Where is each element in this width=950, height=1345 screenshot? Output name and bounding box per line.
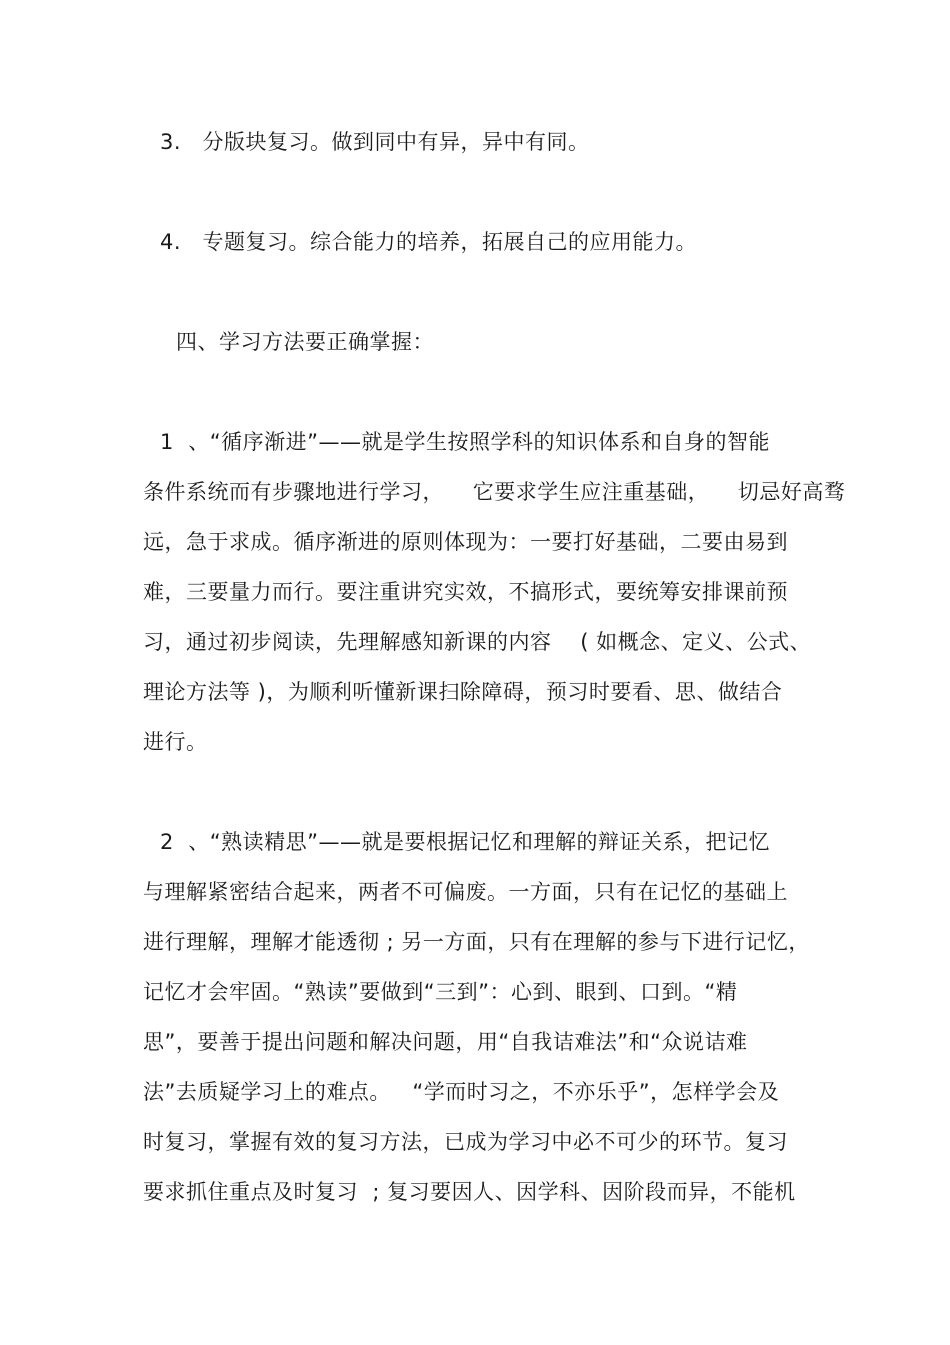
paragraph-line: 要求抓住重点及时复习 ; 复习要因人、因学科、因阶段而异，不能机: [143, 1180, 796, 1204]
section-heading: 四、学习方法要正确掌握：: [176, 330, 434, 354]
paragraph-line: 2 、“熟读精思”——就是要根据记忆和理解的辩证关系，把记忆: [160, 830, 770, 854]
paragraph-line: 难，三要量力而行。要注重讲究实效，不搞形式，要统筹安排课前预: [143, 580, 788, 604]
paragraph-line: 时复习，掌握有效的复习方法，已成为学习中必不可少的环节。复习: [143, 1130, 788, 1154]
paragraph-line: 思”，要善于提出问题和解决问题，用“自我诘难法”和“众说诘难: [143, 1030, 748, 1054]
paragraph-line: 习，通过初步阅读，先理解感知新课的内容 ( 如概念、定义、公式、: [143, 630, 812, 654]
paragraph-line: 条件系统而有步骤地进行学习， 它要求学生应注重基础， 切忌好高骛: [143, 480, 846, 504]
list-item-3: 3. 分版块复习。做到同中有异，异中有同。: [160, 130, 590, 154]
paragraph-line: 进行理解，理解才能透彻 ; 另一方面，只有在理解的参与下进行记忆，: [143, 930, 810, 954]
paragraph-line: 远，急于求成。循序渐进的原则体现为：一要打好基础，二要由易到: [143, 530, 788, 554]
paragraph-line: 进行。: [143, 730, 208, 754]
paragraph-line: 记忆才会牢固。“熟读”要做到“三到”：心到、眼到、口到。“精: [143, 980, 738, 1004]
paragraph-line: 理论方法等 )，为顺利听懂新课扫除障碍，预习时要看、思、做结合: [143, 680, 783, 704]
paragraph-line: 法”去质疑学习上的难点。 “学而时习之，不亦乐乎”，怎样学会及: [143, 1080, 780, 1104]
paragraph-line: 1 、“循序渐进”——就是学生按照学科的知识体系和自身的智能: [160, 430, 770, 454]
paragraph-line: 与理解紧密结合起来，两者不可偏废。一方面，只有在记忆的基础上: [143, 880, 788, 904]
list-item-4: 4. 专题复习。综合能力的培养，拓展自己的应用能力。: [160, 230, 698, 254]
